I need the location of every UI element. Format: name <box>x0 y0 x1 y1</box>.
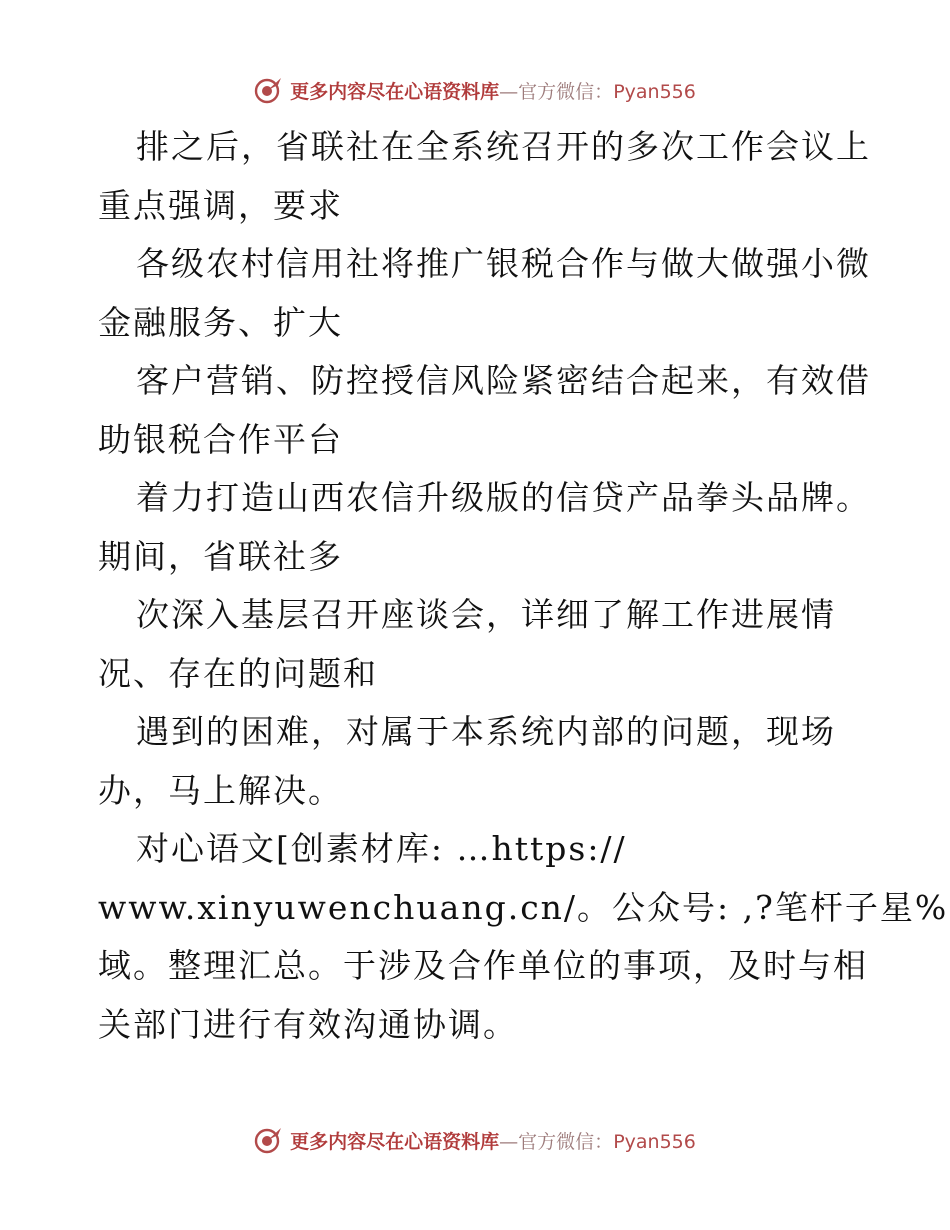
paragraph-5-line-2: 况、存在的问题和 <box>98 653 378 693</box>
header-brand: 更多内容尽在心语资料库 <box>290 80 500 103</box>
paragraph-3-line-1: 客户营销、防控授信风险紧密结合起来，有效借 <box>136 361 871 400</box>
paragraph-2-line-1: 各级农村信用社将推广银税合作与做大做强小微 <box>136 244 871 283</box>
quill-logo-icon <box>254 75 284 105</box>
header-banner-text <box>290 77 696 104</box>
paragraph-1-line-2: 重点强调，要求 <box>98 185 343 225</box>
header-watermark-banner <box>0 70 950 110</box>
header-dash: — <box>499 80 519 103</box>
last-paragraph-line-1: 对心语文[创素材库: …https:// <box>136 829 627 868</box>
footer-wechat-label: 官方微信： <box>518 1130 614 1153</box>
paragraph-2-line-2: 金融服务、扩大 <box>98 302 343 342</box>
footer-dash: — <box>499 1130 519 1153</box>
paragraph-4-line-1: 着力打造山西农信升级版的信贷产品拳头品牌。 <box>136 478 871 517</box>
header-wechat-label: 官方微信： <box>518 80 614 103</box>
paragraph-6-line-2: 办，马上解决。 <box>98 770 343 810</box>
paragraph-1-line-1: 排之后，省联社在全系统召开的多次工作会议上 <box>136 127 871 166</box>
quill-logo-icon <box>254 1125 284 1155</box>
document-body <box>98 118 949 1054</box>
last-paragraph-line-2: www.xinyuwenchuang.cn/。公众号: ,?笔杆子星% <box>98 887 949 927</box>
last-paragraph-line-4: 关部门进行有效沟通协调。 <box>98 1004 518 1044</box>
paragraph-4-line-2: 期间，省联社多 <box>98 536 343 576</box>
footer-watermark-banner <box>0 1120 950 1160</box>
paragraph-6-line-1: 遇到的困难，对属于本系统内部的问题，现场 <box>136 712 836 751</box>
paragraph-3-line-2: 助银税合作平台 <box>98 419 343 459</box>
footer-banner-text <box>290 1127 696 1154</box>
paragraph-5-line-1: 次深入基层召开座谈会，详细了解工作进展情 <box>136 595 836 634</box>
footer-wechat-id: Pyan556 <box>613 1130 696 1153</box>
last-paragraph-line-3: 域。整理汇总。于涉及合作单位的事项，及时与相 <box>98 946 868 985</box>
header-wechat-id: Pyan556 <box>613 80 696 103</box>
footer-brand: 更多内容尽在心语资料库 <box>290 1130 500 1153</box>
